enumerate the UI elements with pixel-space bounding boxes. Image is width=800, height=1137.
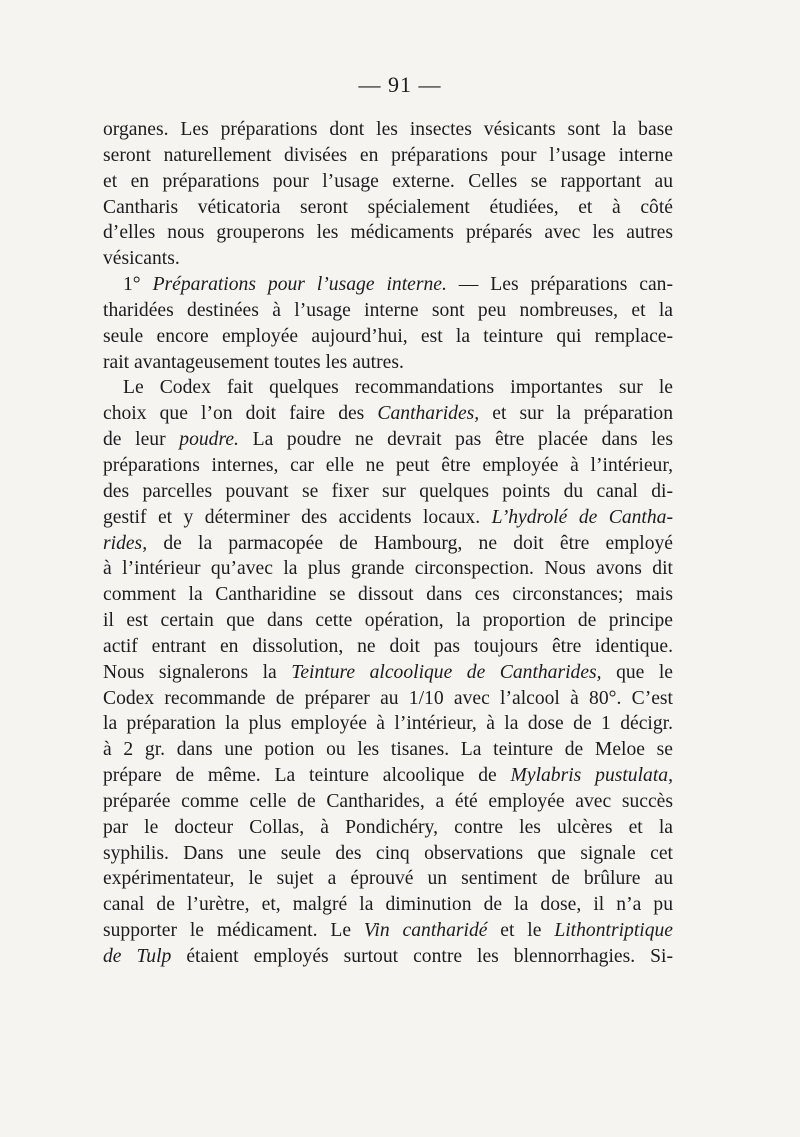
text-segment: expérimentateur, le sujet a éprouvé un sentiment de brûlure au [103, 868, 673, 890]
text-segment: des parcelles pouvant se fixer sur quelques points du canal di- [103, 480, 673, 502]
text-line [103, 401, 673, 427]
text-segment: canal de l’urètre, et, malgré la diminution de la dose, il n’a pu [103, 894, 673, 916]
text-segment: actif entrant en dissolution, ne doit pas toujours être identique. [103, 635, 673, 657]
text-segment: par le docteur Collas, à Pondichéry, contre les ulcères et la [103, 816, 673, 838]
text-segment: prépare de même. La teinture alcoolique de [103, 765, 511, 787]
text-segment: gestif et y déterminer des accidents locaux. [103, 506, 492, 528]
text-segment: 1° [123, 274, 153, 296]
italic-text: Teinture alcoolique de Cantharides, [291, 661, 602, 683]
italic-text: poudre. [179, 429, 239, 451]
page-number: — 91 — [358, 72, 442, 97]
text-segment: rait avantageusement toutes les autres. [103, 351, 404, 373]
italic-text: L’hydrolé de Cantha- [491, 506, 673, 528]
text-line [103, 479, 673, 505]
text-line [103, 841, 673, 867]
text-line [103, 117, 673, 143]
text-line [103, 763, 673, 789]
text-segment: — Les préparations can- [446, 274, 673, 296]
text-segment: tharidées destinées à l’usage interne sont peu nombreuses, et la [103, 299, 673, 321]
text-segment: préparée comme celle de Cantharides, a été employée avec succès [103, 790, 673, 812]
text-line [103, 272, 673, 298]
text-segment: et en préparations pour l’usage externe. Celles se rapportant au [103, 170, 673, 192]
text-segment: et sur la préparation [479, 403, 673, 425]
text-segment: à l’intérieur qu’avec la plus grande circonspection. Nous avons dit [103, 558, 673, 580]
italic-text: Vin cantharidé [363, 920, 488, 942]
italic-text: Préparations pour l’usage interne. [152, 274, 447, 296]
text-line [103, 350, 673, 376]
text-segment: et le [487, 920, 555, 942]
text-segment: Codex recommande de préparer au 1/10 avec l’alcool à 80°. C’est [103, 687, 673, 709]
italic-text: Cantharides, [377, 403, 480, 425]
body-text [103, 117, 673, 970]
italic-text: Mylabris pustulata, [510, 765, 673, 787]
text-segment: Le Codex fait quelques recommandations importantes sur le [123, 377, 673, 399]
text-line [103, 169, 673, 195]
text-segment: Nous signalerons la [103, 661, 292, 683]
text-line [103, 375, 673, 401]
text-line [103, 582, 673, 608]
text-line [103, 866, 673, 892]
text-line [103, 143, 673, 169]
italic-text: de Tulp [103, 946, 172, 967]
text-segment: Cantharis véticatoria seront spécialement étudiées, et à côté [103, 196, 673, 218]
text-line [103, 789, 673, 815]
text-line [103, 892, 673, 918]
text-line [103, 660, 673, 686]
text-segment: seront naturellement divisées en préparations pour l’usage interne [103, 144, 673, 166]
text-segment: préparations internes, car elle ne peut être employée à l’intérieur, [103, 454, 673, 476]
text-line [103, 556, 673, 582]
text-segment: il est certain que dans cette opération, la proportion de principe [103, 610, 673, 632]
text-line [103, 531, 673, 557]
text-line [103, 246, 673, 272]
text-line [103, 918, 673, 944]
text-line [103, 737, 673, 763]
text-line [103, 453, 673, 479]
text-segment: vésicants. [103, 248, 180, 270]
italic-text: rides, [103, 532, 148, 554]
text-segment: organes. Les préparations dont les insectes vésicants sont la base [103, 119, 673, 140]
text-segment: à 2 gr. dans une potion ou les tisanes. La teinture de Meloe se [103, 739, 673, 761]
text-segment: La poudre ne devrait pas être placée dans les [238, 429, 673, 451]
text-line [103, 298, 673, 324]
italic-text: Lithontriptique [554, 920, 673, 942]
text-line [103, 324, 673, 350]
text-line [103, 195, 673, 221]
text-segment: syphilis. Dans une seule des cinq observations que signale cet [103, 842, 673, 864]
text-line [103, 711, 673, 737]
text-segment: seule encore employée aujourd’hui, est la teinture qui remplace- [103, 325, 673, 347]
text-segment: étaient employés surtout contre les blennorrhagies. Si- [171, 946, 673, 967]
text-segment: de leur [103, 429, 180, 451]
text-segment: comment la Cantharidine se dissout dans ces circonstances; mais [103, 584, 673, 606]
text-segment: de la parmacopée de Hambourg, ne doit être employé [147, 532, 673, 554]
text-segment: supporter le médicament. Le [103, 920, 364, 942]
text-line [103, 608, 673, 634]
text-segment: la préparation la plus employée à l’intérieur, à la dose de 1 décigr. [103, 713, 673, 735]
text-line [103, 427, 673, 453]
text-line [103, 815, 673, 841]
text-line [103, 686, 673, 712]
text-segment: choix que l’on doit faire des [103, 403, 378, 425]
text-line [103, 220, 673, 246]
text-line [103, 944, 673, 970]
text-segment: que le [601, 661, 673, 683]
text-segment: d’elles nous grouperons les médicaments préparés avec les autres [103, 222, 673, 244]
text-line [103, 505, 673, 531]
text-line [103, 634, 673, 660]
